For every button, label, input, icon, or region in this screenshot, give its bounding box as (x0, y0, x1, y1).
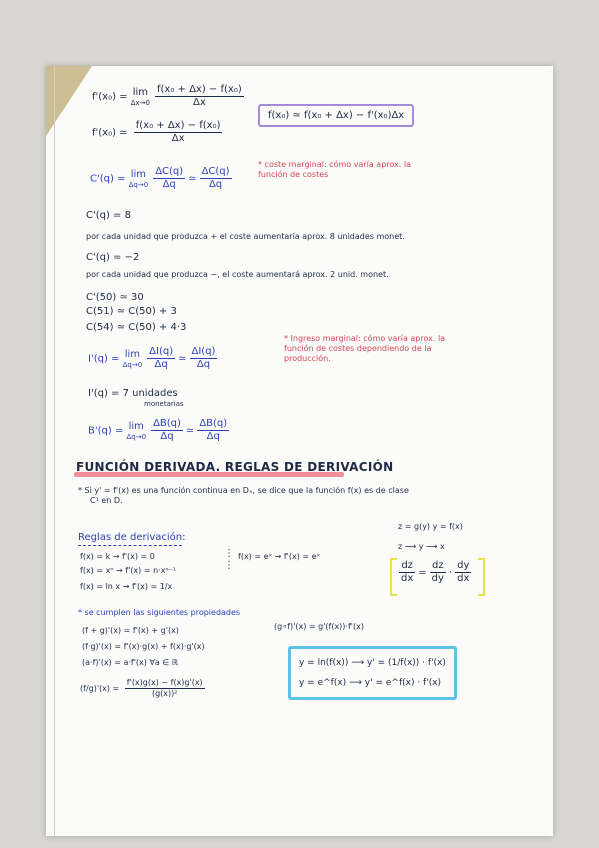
property-composition: (g∘f)'(x) = g'(f(x))·f'(x) (274, 622, 364, 631)
derivative-approximation: f'(x₀) ≃ $\frac{\text{f(x₀ + Δx) − f(x₀)}}{\Delta x}$ (92, 120, 221, 144)
derivative-lhs: f'(x₀) = (92, 91, 131, 103)
example-c51: C(51) ≃ C(50) + 3 (86, 306, 177, 317)
example-i7: I'(q) = 7 unidades monetarias (88, 388, 184, 408)
chain-rule-formula: $\frac{dz}{dx}$ = $\frac{dz}{dy}$ · $\frac{dy}{dx}$ (401, 560, 470, 584)
marginal-income-note: * Ingreso marginal: cómo varía aprox. la función de costes dependiendo de la producción. (284, 334, 446, 363)
properties-title: * se cumplen las siguientes propiedades (78, 608, 241, 617)
rule-power: f(x) = xⁿ → f'(x) = n·xⁿ⁻¹ (80, 566, 177, 575)
property-sum: (f + g)'(x) = f'(x) + g'(x) (82, 626, 179, 635)
rules-title-underline (78, 545, 182, 547)
section-title: FUNCIÓN DERIVADA. REGLAS DE DERIVACIÓN (76, 460, 394, 474)
rule-log: f(x) = ln x → f'(x) = 1/x (80, 582, 173, 591)
chain-arrows: z ⟶ y ⟶ x (398, 542, 445, 551)
example-cm2-text: por cada unidad que produzca −, el coste aumentará aprox. 2 unid. monet. (86, 270, 389, 279)
chain-definitions: z = g(y) y = f(x) (398, 522, 463, 531)
example-c54: C(54) ≃ C(50) + 4·3 (86, 322, 187, 333)
log-rule: y = ln(f(x)) ⟶ y' = (1/f(x)) · f'(x) (299, 658, 446, 668)
rules-title: Reglas de derivación: (78, 532, 186, 543)
margin-line (54, 66, 55, 836)
log-exp-rules-box (288, 646, 457, 700)
example-c8-text: por cada unidad que produzca + el coste aumentaría aprox. 8 unidades monet. (86, 232, 405, 241)
derivative-definition (92, 84, 247, 109)
example-c30: C'(50) ≃ 30 (86, 292, 144, 303)
marginal-cost-note: * coste marginal: cómo varía aprox. la función de costes (258, 160, 411, 179)
section-intro: * Si y' = f'(x) es una función continua en Dₓ, se dice que la función f(x) es de clase C¹ en D. (78, 486, 409, 505)
example-cm2: C'(q) = −2 (86, 252, 140, 263)
page-corner-fold (46, 66, 92, 136)
marginal-income-formula: I'(q) = lim Δq→0 $\frac{\Delta I(q)}{\Delta q}$ ≃ $\frac{\Delta I(q)}{\Delta q}$ (88, 346, 216, 370)
limit: lim Δx→0 (130, 86, 150, 107)
property-product: (f·g)'(x) = f'(x)·g(x) + f(x)·g'(x) (82, 642, 205, 651)
linear-approximation-box: f(x₀) ≃ f(x₀ + Δx) − f'(x₀)Δx (258, 104, 414, 127)
marginal-cost-formula: C'(q) = lim Δq→0 $\frac{\Delta C(q)}{\Delta q}$ ≃ $\frac{\Delta C(q)}{\Delta q}$ (90, 166, 230, 190)
example-c8: C'(q) = 8 (86, 210, 131, 221)
rule-constant: f(x) = k → f'(x) = 0 (80, 552, 155, 561)
separator-dots: ⋮ ⋮ (224, 548, 234, 571)
property-scalar: (a·f)'(x) = a·f'(x) ∀a ∈ ℝ (82, 658, 179, 667)
rule-exp: f(x) = eˣ → f'(x) = eˣ (238, 552, 321, 561)
difference-quotient: $\frac{\text{f(x₀ + Δx) − f(x₀)}}{\Delta x}$ (157, 84, 242, 108)
marginal-benefit-formula: B'(q) = lim Δq→0 $\frac{\Delta B(q)}{\Delta q}$ ≃ $\frac{\Delta B(q)}{\Delta q}$ (88, 418, 228, 442)
exp-rule: y = e^f(x) ⟶ y' = e^f(x) · f'(x) (299, 678, 442, 688)
property-quotient: (f/g)'(x) = $\frac{f'(x)g(x) - f(x)g'(x)}{\text{(g(x))²}}$ (80, 678, 203, 698)
chain-bracket-right (478, 558, 485, 596)
notebook-page (46, 66, 553, 836)
